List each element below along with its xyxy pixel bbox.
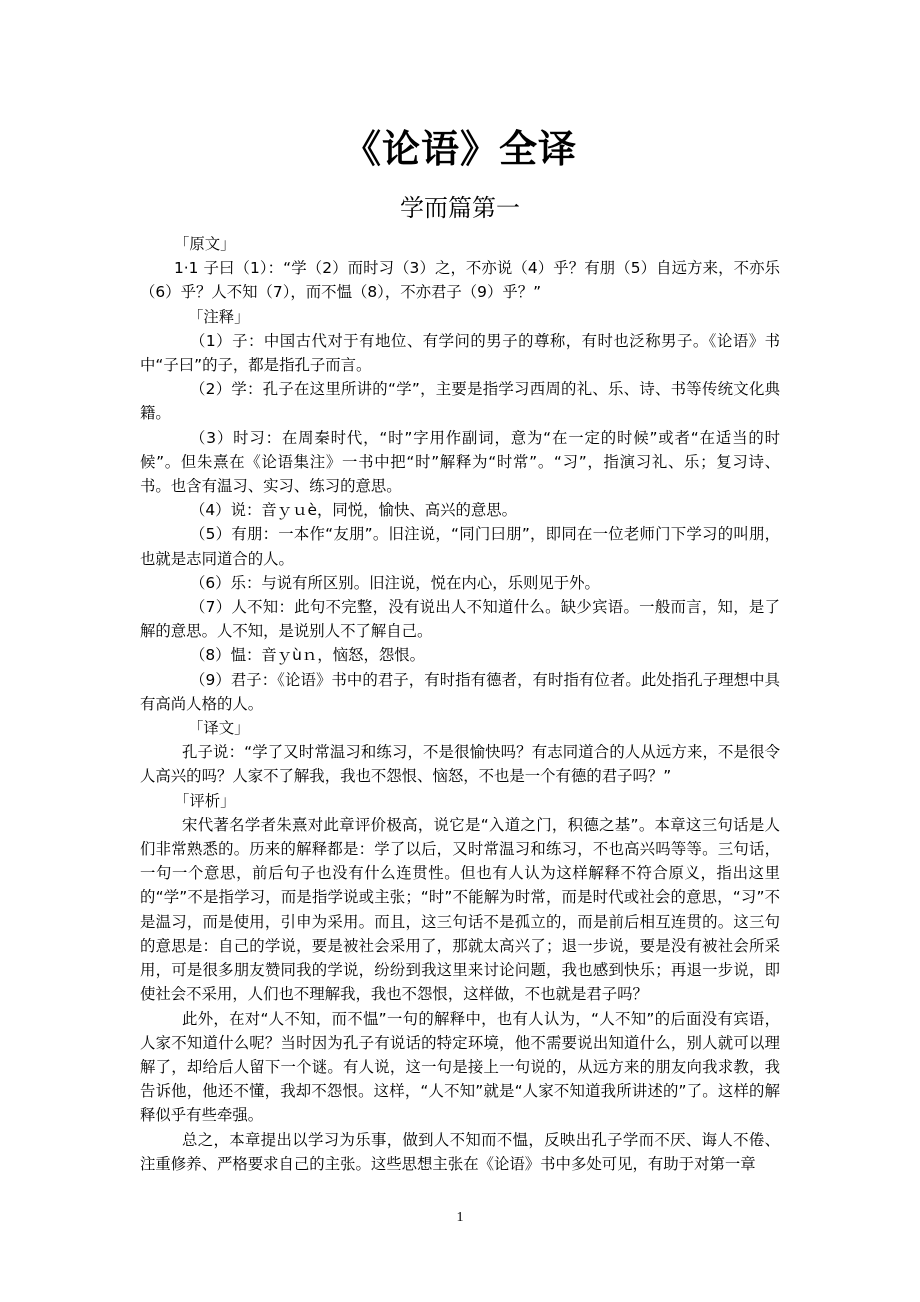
note-item: （4）说：音ｙｕè，同悦，愉快、高兴的意思。 [190,501,518,520]
commentary-paragraph: 宋代著名学者朱熹对此章评价极高，说它是“入道之门，积德之基”。本章这三句话是人们非常熟悉的。历来的解释都是：学了以后，又时常温习和练习，不也高兴吗等等。三句话，一句一个意思，前后句子也没有什么连贯性。但也有人认为这样解释不符合原义，指出这里的“学”不是指学习，而是指学说或主张；“时”不能解为时常，而是时代或社会的意思，“习”不是温习，而是使用，引申为采用。而且，这三句话不是孤立的，而是前后相互连贯的。这三句的意思是：自己的学说，要是被社会采用了，那就太高兴了；退一步说，要是没有被社会所采用，可是很多朋友赞同我的学说，纷纷到我这里来讨论问题，我也感到快乐；再退一步说，即使社会不采用，人们也不理解我，我也不怨恨，这样做，不也就是君子吗？ [140,815,780,1004]
chapter-title: 学而篇第一 [400,194,520,222]
page-number: 1 [456,1210,464,1225]
commentary-paragraph: 此外，在对“人不知，而不愠”一句的解释中，也有人认为，“人不知”的后面没有宾语，人家不知道什么呢？当时因为孔子有说话的特定环境，他不需要说出知道什么，别人就可以理解了，却给后人留下一个谜。有人说，这一句是接上一句说的，从远方来的朋友向我求教，我告诉他，他还不懂，我却不怨恨。这样，“人不知”就是“人家不知道我所讲述的”了。这样的解释似乎有些牵强。 [140,1009,780,1125]
translation-text: 孔子说：“学了又时常温习和练习，不是很愉快吗？有志同道合的人从远方来，不是很令人高兴的吗？人家不了解我，我也不怨恨、恼怒，不也是一个有德的君子吗？” [140,743,780,786]
note-item: （3）时习：在周秦时代，“时”字用作副词，意为“在一定的时候”或者“在适当的时候”。但朱熹在《论语集注》一书中把“时”解释为“时常”。“习”，指演习礼、乐；复习诗、书。也含有温习、实习、练习的意思。 [140,428,780,496]
note-item: （9）君子：《论语》书中的君子，有时指有德者，有时指有位者。此处指孔子理想中具有高尚人格的人。 [140,670,780,713]
section-heading-original: 「原文」 [174,235,236,253]
section-heading-commentary: 「评析」 [174,791,236,810]
note-item: （6）乐：与说有所区别。旧注说，悦在内心，乐则见于外。 [190,573,600,592]
document-body [140,232,780,1176]
original-text: 1·1 子曰（1）：“学（2）而时习（3）之，不亦说（4）乎？有朋（5）自远方来，不亦乐（6）乎？人不知（7），而不愠（8），不亦君子（9）乎？” [140,259,780,302]
section-heading-notes: 「注释」 [188,307,250,326]
note-item: （8）愠：音ｙùｎ，恼怒，怨恨。 [190,646,426,665]
section-heading-translation: 「译文」 [188,719,250,738]
note-item: （2）学：孔子在这里所讲的“学”，主要是指学习西周的礼、乐、诗、书等传统文化典籍。 [140,380,780,423]
note-item: （7）人不知：此句不完整，没有说出人不知道什么。缺少宾语。一般而言，知，是了解的意思。人不知，是说别人不了解自己。 [140,598,780,641]
note-item: （1）子：中国古代对于有地位、有学问的男子的尊称，有时也泛称男子。《论语》书中“子曰”的子，都是指孔子而言。 [140,331,780,375]
document-title: 《论语》全译 [342,127,577,171]
commentary-paragraph: 总之，本章提出以学习为乐事，做到人不知而不愠，反映出孔子学而不厌、诲人不倦、注重修养、严格要求自己的主张。这些思想主张在《论语》书中多处可见，有助于对第一章 [140,1130,780,1173]
note-item: （5）有朋：一本作“友朋”。旧注说，“同门曰朋”，即同在一位老师门下学习的叫朋，也就是志同道合的人。 [140,525,780,568]
